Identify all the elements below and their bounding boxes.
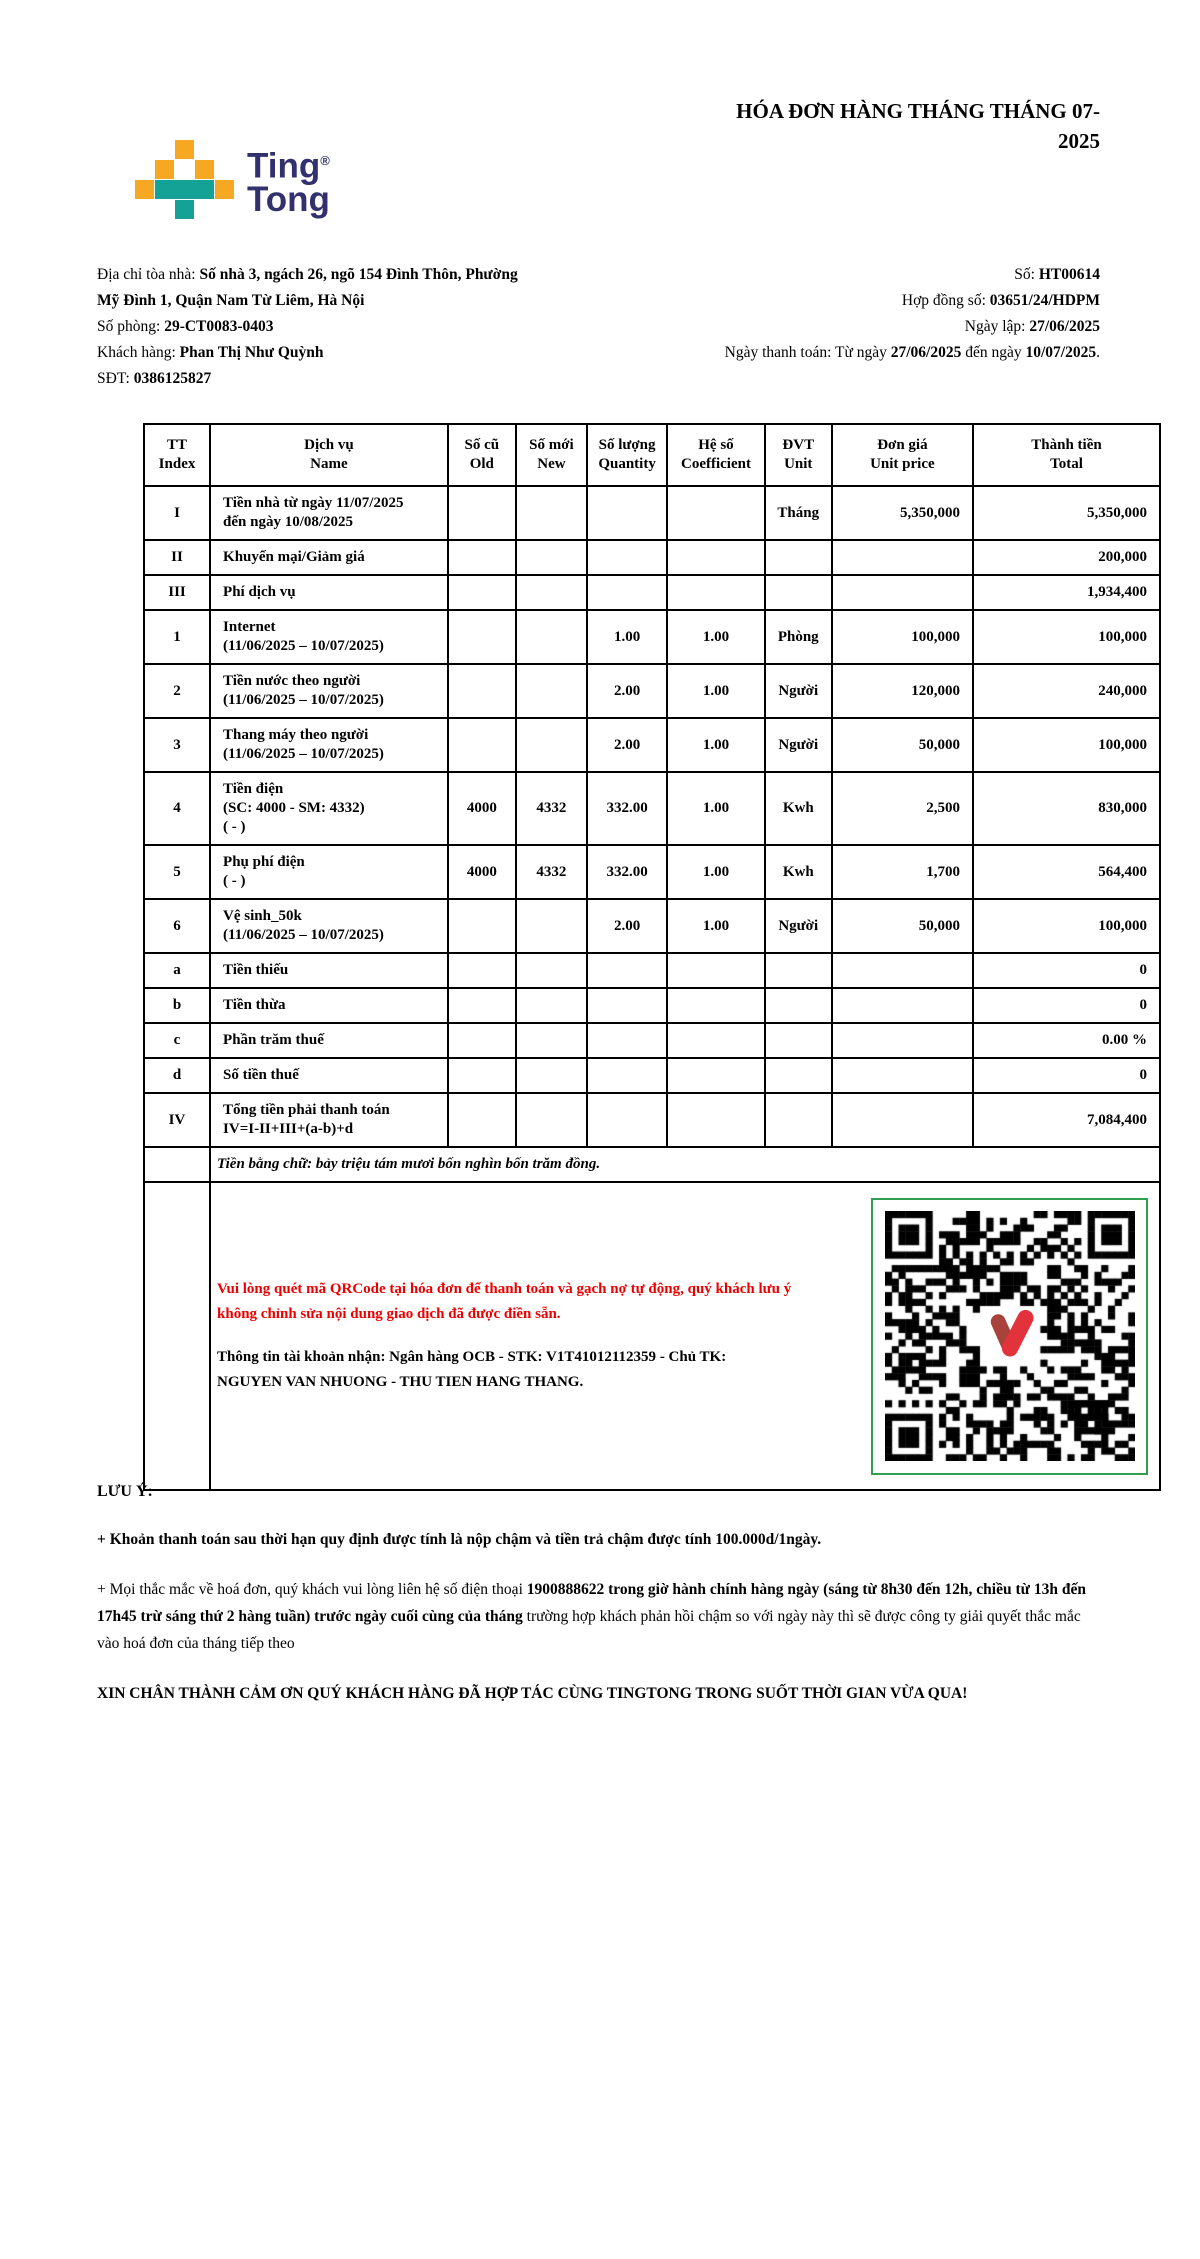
column-header: Thành tiền Total — [973, 424, 1160, 486]
cell-old — [448, 575, 516, 610]
column-header: Đơn giá Unit price — [832, 424, 973, 486]
cell-unit: Người — [765, 899, 832, 953]
cell-old — [448, 953, 516, 988]
cell-qty: 2.00 — [587, 664, 667, 718]
text-segment: Mỹ Đình 1, Quận Nam Từ Liêm, Hà Nội — [97, 292, 365, 309]
service-row — [144, 664, 1160, 718]
cell-new — [516, 540, 587, 575]
cell-price: 50,000 — [832, 718, 973, 772]
cell-qty: 332.00 — [587, 845, 667, 899]
building-address-line1 — [97, 262, 597, 288]
cell-new — [516, 575, 587, 610]
cell-total: 5,350,000 — [973, 486, 1160, 540]
text-segment: Số: — [1014, 266, 1039, 283]
customer-phone — [97, 366, 597, 392]
cell-name: Phí dịch vụ — [210, 575, 448, 610]
logo-square — [195, 160, 214, 179]
vnpay-v-icon — [979, 1305, 1041, 1367]
cell-unit: Người — [765, 718, 832, 772]
cell-qty — [587, 988, 667, 1023]
cell-unit: Kwh — [765, 772, 832, 845]
cell-coef — [667, 1058, 765, 1093]
service-row — [144, 899, 1160, 953]
text-segment: . — [1096, 344, 1100, 361]
service-row — [144, 953, 1160, 988]
cell-coef: 1.00 — [667, 845, 765, 899]
logo-square — [175, 140, 194, 159]
customer-info — [97, 262, 597, 392]
cell-old — [448, 486, 516, 540]
cell-tt: IV — [144, 1093, 210, 1147]
payment-instructions — [217, 1277, 792, 1395]
text-segment: Hợp đồng số: — [901, 292, 990, 309]
cell-new — [516, 953, 587, 988]
cell-total: 0 — [973, 1058, 1160, 1093]
text-segment: HT00614 — [1038, 266, 1100, 283]
cell-coef: 1.00 — [667, 610, 765, 664]
text-segment: Địa chỉ tòa nhà: — [97, 266, 200, 283]
text-segment: Ngày thanh toán: Từ ngày — [724, 344, 891, 361]
cell-total: 0 — [973, 988, 1160, 1023]
text-segment: NGUYEN VAN NHUONG - THU TIEN HANG THANG — [217, 1374, 580, 1390]
invoice-info — [97, 262, 1100, 392]
cell-new — [516, 899, 587, 953]
service-row — [144, 1093, 1160, 1147]
text-segment: + Mọi thắc mắc về hoá đơn, quý khách vui lòng liên hệ số điện thoại — [97, 1581, 527, 1598]
cell-price: 100,000 — [832, 610, 973, 664]
invoice-meta — [597, 262, 1100, 392]
text-segment: - Chủ TK: — [656, 1349, 727, 1365]
brand-name-bottom: Tong — [247, 179, 330, 219]
cell-tt: III — [144, 575, 210, 610]
cell-qty — [587, 1058, 667, 1093]
service-row — [144, 772, 1160, 845]
cell-tt: 4 — [144, 772, 210, 845]
text-segment: Phan Thị Như Quỳnh — [179, 344, 324, 361]
table-body — [144, 486, 1160, 1147]
cell-name: Tiền điện (SC: 4000 - SM: 4332) ( - ) — [210, 772, 448, 845]
cell-qty: 332.00 — [587, 772, 667, 845]
cell-name: Tiền nhà từ ngày 11/07/2025 đến ngày 10/08/2025 — [210, 486, 448, 540]
cell-old — [448, 899, 516, 953]
cell-price — [832, 1058, 973, 1093]
cell-name: Phần trăm thuế — [210, 1023, 448, 1058]
text-segment: . — [579, 1374, 584, 1390]
logo-square — [215, 180, 234, 199]
contract-number — [597, 288, 1100, 314]
text-segment: Thông tin tài khoản nhận: Ngân hàng OCB - STK: — [217, 1349, 547, 1365]
late-payment-note — [97, 1526, 1103, 1553]
cell-old — [448, 1093, 516, 1147]
cell-qty: 1.00 — [587, 610, 667, 664]
cell-name: Thang máy theo người (11/06/2025 – 10/07/2025) — [210, 718, 448, 772]
cell-old — [448, 610, 516, 664]
qr-payment-notice: Vui lòng quét mã QRCode tại hóa đơn để thanh toán và gạch nợ tự động, quý khách lưu ý không chỉnh sửa nội dung giao dịch đã được điền sẵn. — [217, 1281, 792, 1322]
column-header: Số cũ Old — [448, 424, 516, 486]
notes-heading: LƯU Ý: — [97, 1483, 153, 1500]
cell-coef: 1.00 — [667, 718, 765, 772]
cell-unit — [765, 575, 832, 610]
cell-price: 50,000 — [832, 899, 973, 953]
cell-qty — [587, 540, 667, 575]
cell-price: 1,700 — [832, 845, 973, 899]
cell-new — [516, 664, 587, 718]
service-row — [144, 988, 1160, 1023]
cell-coef — [667, 540, 765, 575]
text-segment: 29-CT0083-0403 — [164, 318, 274, 335]
room-number — [97, 314, 597, 340]
cell-new — [516, 1023, 587, 1058]
cell-coef: 1.00 — [667, 664, 765, 718]
cell-coef — [667, 486, 765, 540]
cell-tt: 2 — [144, 664, 210, 718]
cell-tt: 3 — [144, 718, 210, 772]
cell-coef — [667, 953, 765, 988]
logo-square — [175, 200, 194, 219]
logo-square — [155, 180, 214, 199]
cell-total: 200,000 — [973, 540, 1160, 575]
cell-unit — [765, 1058, 832, 1093]
cell-tt: b — [144, 988, 210, 1023]
cell-new — [516, 988, 587, 1023]
cell-price — [832, 1093, 973, 1147]
cell-tt: a — [144, 953, 210, 988]
cell-qty — [587, 575, 667, 610]
text-segment: 0386125827 — [133, 370, 212, 387]
cell-new: 4332 — [516, 845, 587, 899]
cell-coef: 1.00 — [667, 772, 765, 845]
text-segment: + Khoản thanh toán sau thời hạn quy định được tính là nộp chậm và tiền trả chậm được tính 100.000d/1ngày. — [97, 1531, 822, 1548]
cell-new — [516, 610, 587, 664]
cell-new: 4332 — [516, 772, 587, 845]
cell-coef — [667, 1023, 765, 1058]
amount-in-words-value: bảy triệu tám mươi bốn nghìn bốn trăm đồng. — [315, 1156, 601, 1172]
service-row — [144, 845, 1160, 899]
cell-name: Phụ phí điện ( - ) — [210, 845, 448, 899]
cell-price: 2,500 — [832, 772, 973, 845]
text-segment: Số nhà 3, ngách 26, ngõ 154 Đình Thôn, Phường — [199, 266, 518, 283]
tingtong-logo — [135, 140, 330, 219]
registered-mark: ® — [320, 153, 330, 168]
text-segment: 1900888622 trong giờ hành chính hàng ngày (sáng từ 8h30 đến 12h, chiều từ 13h đến 17h45 trừ sáng thứ 2 hàng tuần) — [97, 1581, 1086, 1625]
notes-section — [97, 1483, 1103, 1707]
text-segment: Khách hàng: — [97, 344, 180, 361]
cell-new — [516, 1058, 587, 1093]
cell-old — [448, 664, 516, 718]
invoice-number — [597, 262, 1100, 288]
cell-unit: Người — [765, 664, 832, 718]
cell-price — [832, 1023, 973, 1058]
cell-name: Số tiền thuế — [210, 1058, 448, 1093]
cell-coef: 1.00 — [667, 899, 765, 953]
brand-wordmark — [247, 144, 330, 219]
cell-coef — [667, 575, 765, 610]
cell-unit — [765, 540, 832, 575]
payment-row — [144, 1182, 1160, 1490]
amount-in-words-row — [144, 1147, 1160, 1182]
text-segment: 10/07/2025 — [1025, 344, 1097, 361]
cell-old — [448, 988, 516, 1023]
cell-coef — [667, 1093, 765, 1147]
invoice-title-line2: 2025 — [1058, 129, 1100, 153]
cell-name: Tiền thừa — [210, 988, 448, 1023]
cell-unit: Tháng — [765, 486, 832, 540]
header-row — [144, 424, 1160, 486]
text-segment: 27/06/2025 — [1029, 318, 1100, 335]
cell-name: Internet (11/06/2025 – 10/07/2025) — [210, 610, 448, 664]
text-segment: Ngày lập: — [964, 318, 1030, 335]
logo-square — [135, 180, 154, 199]
cell-total: 7,084,400 — [973, 1093, 1160, 1147]
cell-tt: I — [144, 486, 210, 540]
customer-name — [97, 340, 597, 366]
cell-name: Khuyến mại/Giảm giá — [210, 540, 448, 575]
cell-tt: 6 — [144, 899, 210, 953]
cell-tt: d — [144, 1058, 210, 1093]
cell-unit — [765, 1023, 832, 1058]
cell-total: 240,000 — [973, 664, 1160, 718]
text-segment: đến ngày — [961, 344, 1026, 361]
column-header: Số lượng Quantity — [587, 424, 667, 486]
cell-name: Tiền nước theo người (11/06/2025 – 10/07/2025) — [210, 664, 448, 718]
text-segment: trường hợp khách phản hồi chậm so với ngày này thì sẽ được công ty giải quyết thắc mắc vào hoá đơn của tháng tiếp theo — [97, 1608, 1081, 1652]
cell-name: Tổng tiền phải thanh toán IV=I-II+III+(a-b)+d — [210, 1093, 448, 1147]
invoice-title — [640, 96, 1100, 156]
text-segment: SĐT: — [97, 370, 134, 387]
cell-unit: Kwh — [765, 845, 832, 899]
cell-old — [448, 1023, 516, 1058]
payment-period — [597, 340, 1100, 366]
cell-total: 0.00 % — [973, 1023, 1160, 1058]
cell-total: 564,400 — [973, 845, 1160, 899]
column-header: Dịch vụ Name — [210, 424, 448, 486]
cell-price — [832, 540, 973, 575]
cell-old: 4000 — [448, 772, 516, 845]
invoice-table — [143, 423, 1161, 1491]
amount-in-words-label: Tiền bằng chữ: — [217, 1156, 316, 1172]
cell-total: 0 — [973, 953, 1160, 988]
bank-account-info — [217, 1345, 792, 1395]
cell-new — [516, 1093, 587, 1147]
payment-cell — [210, 1182, 1160, 1490]
cell-name: Tiền thiếu — [210, 953, 448, 988]
text-segment: Số phòng: — [97, 318, 165, 335]
service-row — [144, 540, 1160, 575]
cell-price: 120,000 — [832, 664, 973, 718]
cell-qty: 2.00 — [587, 899, 667, 953]
column-header: Hệ số Coefficient — [667, 424, 765, 486]
hotline-note — [97, 1576, 1103, 1657]
cell-price — [832, 988, 973, 1023]
column-header: Số mới New — [516, 424, 587, 486]
cell-qty — [587, 953, 667, 988]
logo-square — [155, 160, 174, 179]
text-segment: 03651/24/HDPM — [989, 292, 1100, 309]
service-row — [144, 610, 1160, 664]
amount-in-words — [210, 1147, 1160, 1182]
table-header — [144, 424, 1160, 486]
service-row — [144, 486, 1160, 540]
cell-price — [832, 953, 973, 988]
cell-total: 100,000 — [973, 718, 1160, 772]
cell-total: 100,000 — [973, 899, 1160, 953]
cell-new — [516, 718, 587, 772]
brand-name-top: Ting — [247, 146, 321, 186]
service-row — [144, 575, 1160, 610]
cell-tt: II — [144, 540, 210, 575]
cell-total: 100,000 — [973, 610, 1160, 664]
cell-unit: Phòng — [765, 610, 832, 664]
thank-you-message: XIN CHÂN THÀNH CẢM ƠN QUÝ KHÁCH HÀNG ĐÃ HỢP TÁC CÙNG TINGTONG TRONG SUỐT THỜI GIAN VỪA QUA! — [97, 1685, 968, 1702]
cell-tt: 1 — [144, 610, 210, 664]
cell-qty — [587, 1093, 667, 1147]
cell-old: 4000 — [448, 845, 516, 899]
cell-price — [832, 575, 973, 610]
cell-unit — [765, 953, 832, 988]
cell-old — [448, 1058, 516, 1093]
table-footer — [144, 1147, 1160, 1490]
text-segment: 27/06/2025 — [890, 344, 962, 361]
cell-new — [516, 486, 587, 540]
service-row — [144, 1023, 1160, 1058]
cell-coef — [667, 988, 765, 1023]
column-header: ĐVT Unit — [765, 424, 832, 486]
service-row — [144, 718, 1160, 772]
cell-unit — [765, 1093, 832, 1147]
cell-total: 1,934,400 — [973, 575, 1160, 610]
cell-total: 830,000 — [973, 772, 1160, 845]
cell-tt: 5 — [144, 845, 210, 899]
service-row — [144, 1058, 1160, 1093]
cell-qty: 2.00 — [587, 718, 667, 772]
cell-tt: c — [144, 1023, 210, 1058]
cell-old — [448, 540, 516, 575]
tingtong-logo-icon — [135, 140, 234, 219]
text-segment: trước ngày cuối cùng của tháng — [314, 1608, 523, 1625]
text-segment: V1T41012112359 — [546, 1349, 657, 1365]
cell-old — [448, 718, 516, 772]
building-address-line2 — [97, 288, 597, 314]
invoice-title-line1: HÓA ĐƠN HÀNG THÁNG THÁNG 07- — [736, 99, 1100, 123]
empty-cell — [144, 1182, 210, 1490]
empty-cell — [144, 1147, 210, 1182]
cell-name: Vệ sinh_50k (11/06/2025 – 10/07/2025) — [210, 899, 448, 953]
column-header: TT Index — [144, 424, 210, 486]
issue-date — [597, 314, 1100, 340]
qr-code — [871, 1198, 1148, 1475]
cell-qty — [587, 1023, 667, 1058]
cell-price: 5,350,000 — [832, 486, 973, 540]
cell-unit — [765, 988, 832, 1023]
cell-qty — [587, 486, 667, 540]
